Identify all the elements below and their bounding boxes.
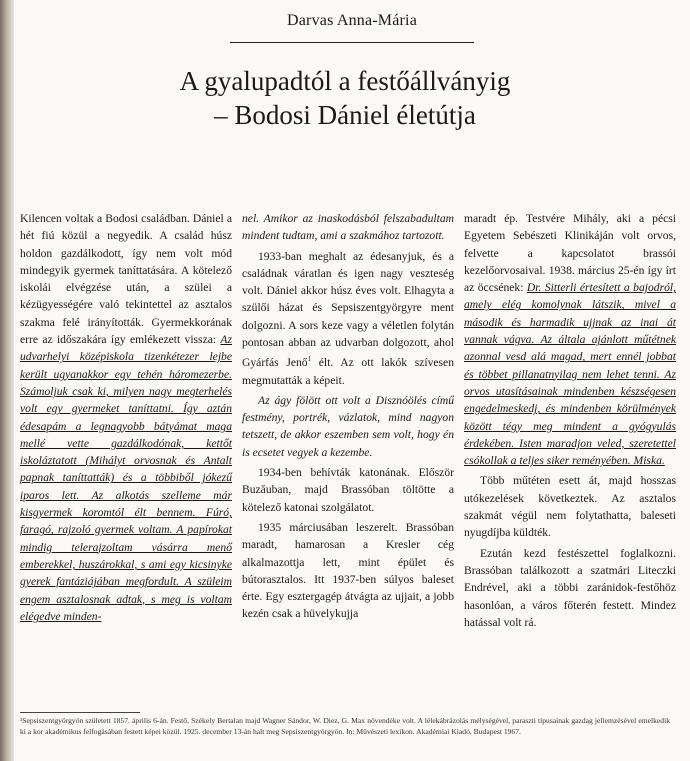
- paragraph: [242, 464, 454, 516]
- article-title: [100, 64, 590, 132]
- paragraph: [20, 210, 232, 625]
- paragraph-text: Több műtéten esett át, majd hosszas utókezelések következtek. Az asztalos szakmát végül nem folytathatta, baleseti nyugdíjba küldték.: [464, 474, 676, 540]
- quote-text: Az udvarhelyi középiskola tizenkétezer lejbe került ugyanakkor egy tehén háromezerbe. Számoljuk csak ki, milyen nagy megterhelés volt egy gyermeket taníttatni. Így aztán édesapám a legnagyobb bátyámat maga mellé vette gazdálkodónak, kettőt iskoláztatott (Mihályt orvosnak és Antalt papnak taníttatták) és a többiből jókezű iparos lett. Az alkotás szelleme már kisgyermek korom: [20, 333, 232, 520]
- paragraph-text: élt. Az ott lakók szívesen megmutatták a képeit.: [242, 356, 454, 387]
- paragraph-text: maradt ép. Testvére Mihály, aki a pécsi Egyetem Sebészeti Klinikáján volt orvos, felvette a kapcsolatot brassói kezelőorvosaival. 1938. március 25-én így írt az öccsének:: [464, 212, 676, 295]
- paragraph-text: 1934-ben behívták katonának. Először Buzăuban, majd Brassóban töltötte a kötelező katonai szolgálatot.: [242, 466, 454, 514]
- running-header-author: Darvas Anna-Mária: [286, 12, 418, 29]
- quote-text: nel. Amikor az inaskodásból felszabadultam mindent tudtam, ami a szakmához tartozott.: [242, 212, 454, 243]
- book-binding-shadow: [0, 0, 14, 761]
- header-rule: [230, 42, 474, 43]
- column-2: [242, 210, 454, 730]
- quote-text: tól élt bennem. Fúró, faragó, rajzoló gyermek voltam. A papírokat mindig telerajzoltam vásárra menő emberekkel, huszárokkal, s ami egy kicsinyke gyerek fantáziájában megfordult. A szüleim engem asztalosnak adtak, s meg is voltam elégedve minden-: [20, 506, 232, 623]
- paragraph: [464, 210, 676, 469]
- quote-text: Dr. Sitterli értesített a bajodról, amely elég komolynak látszik, mivel a második és harmadik ujjnak az inai át vannak vágva. Az általa ajánlott műtétnek azonnal vesd alá magad, mert ennél jobbat és többet pillanatnyilag nem lehet tenni. Az orvos utasításainak mindenben készségesen engedelmeskedj, és mindenben körülmények között tégy meg mindent a gyógyulás érdekében. Isten maradjon veled, szeretettel csókollak a teljes siker reményében. Miska.: [464, 281, 677, 468]
- paragraph: [242, 210, 454, 245]
- column-3: [464, 210, 676, 730]
- article-body: [20, 210, 676, 730]
- column-1: [20, 210, 232, 730]
- paragraph: [464, 472, 676, 541]
- paragraph-text: 1935 márciusában leszerelt. Brassóban maradt, hamarosan a Kresler cég alkalmazottja lett, mint épület és bútorasztalos. Itt 1937-ben súlyos baleset érte. Egy esztergagép átvágta az ujjait, a jobb kezén csak a hüvelykujja: [242, 520, 454, 621]
- paragraph: [242, 392, 454, 461]
- footnote: ¹Sepsiszentgyörgyön született 1857. április 6-án. Festő, Székely Bertalan majd Wagner Sándor, W. Diez, G. Max növendéke volt. A lélekábrázolás mélységével, paraszti típusainak gazdag jellemzésével emelkedik ki a kor akadémikus felfogásában festett képei közül. 1925. december 13-án halt meg Sepsiszentgyörgyön. In: Művészeti lexikon. Akadémiai Kiadó, Budapest 1967.: [20, 716, 670, 736]
- quote-text: Az ágy fölött ott volt a Disznóölés című festmény, portrék, vázlatok, mind nagyon tetszett, de akkor eszemben sem volt, hogy én is ecsetet vegyek a kezembe.: [242, 393, 454, 459]
- paragraph: [242, 248, 454, 389]
- paragraph: [464, 545, 676, 631]
- title-line-1: A gyalupadtól a festőállványig: [179, 66, 511, 96]
- paragraph-text: 1933-ban meghalt az édesanyjuk, és a családnak váratlan és igen nagy veszteség volt. Dániel akkor húsz éves volt. Elhagyta a szülői házat és Sepsiszentgyörgyre ment dolgozni. A sors keze vagy a véletlen folytán pontosan abban az udvarban dolgozott, ahol Gyárfás Jenő: [242, 249, 454, 370]
- paragraph-text: Kilencen voltak a Bodosi családban. Dániel a hét fiú közül a negyedik. A család húsz holdon gazdálkodott, így nem volt mód mindegyik gyermek taníttatására. A kötelező iskolái elvégzése után, a szülei a kézügyességére való tekintettel az asztalos szakma felé irányították. Gyermekkorának erre az időszakára így emlékezett vissza:: [20, 212, 232, 347]
- footnote-marker: 1: [307, 355, 312, 364]
- footnote-rule: [20, 712, 140, 713]
- title-line-2: – Bodosi Dániel életútja: [214, 100, 476, 130]
- paragraph: [242, 519, 454, 623]
- paragraph-text: Ezután kezd festészettel foglalkozni. Brassóban találkozott a szatmári Liteczki Endrével, aki a többi zaránidok-festőhöz hasonlóan, a város főterén festett. Mindez hatással volt rá.: [464, 546, 676, 629]
